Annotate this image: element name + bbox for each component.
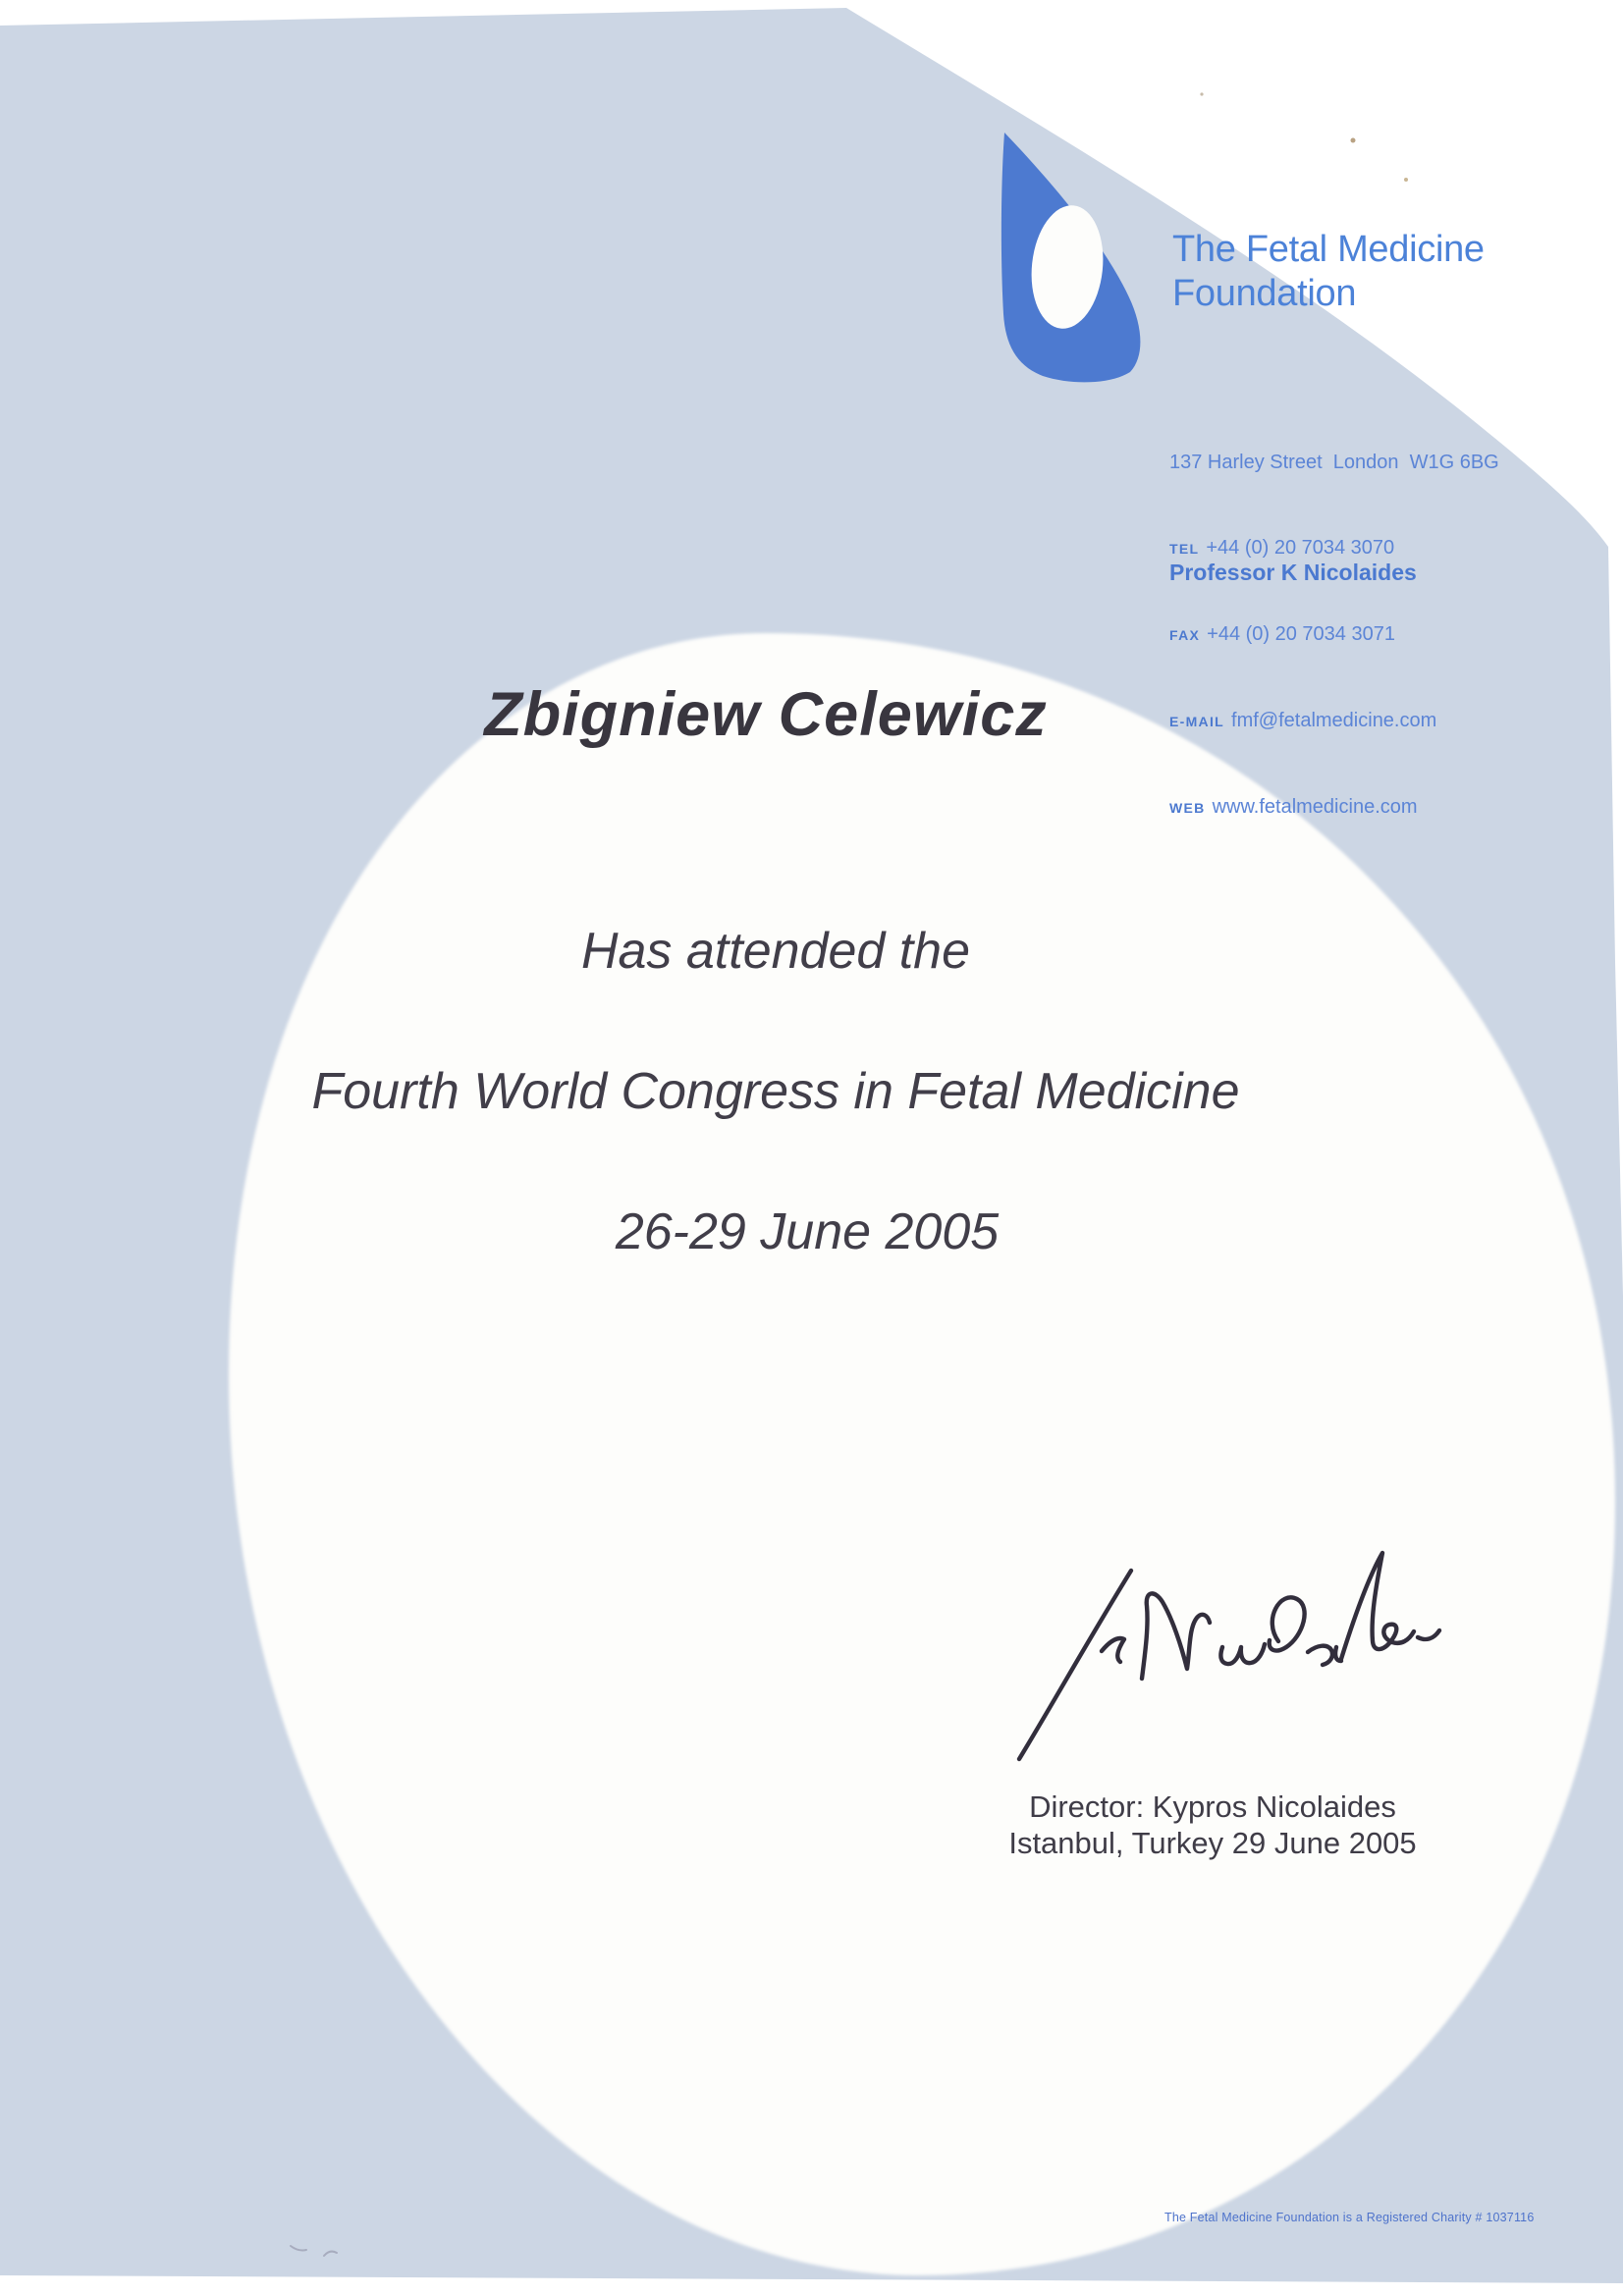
congress-line: Fourth World Congress in Fetal Medicine	[311, 1063, 1240, 1120]
contact-web	[1169, 793, 1499, 823]
web-value: www.fetalmedicine.com	[1212, 796, 1418, 818]
email-label: E-MAIL	[1169, 714, 1225, 729]
email-value: fmf@fetalmedicine.com	[1231, 710, 1437, 731]
event-date-line: 26-29 June 2005	[615, 1203, 1000, 1260]
attended-line: Has attended the	[580, 923, 971, 980]
brand-title-line2: Foundation	[1172, 273, 1357, 314]
professor-name: Professor K Nicolaides	[1169, 560, 1417, 585]
fax-label: FAX	[1169, 627, 1201, 643]
web-label: WEB	[1169, 800, 1206, 816]
scan-speck	[1404, 178, 1408, 182]
charity-registration-line: The Fetal Medicine Foundation is a Registered Charity # 1037116	[1164, 2211, 1535, 2224]
fax-value: +44 (0) 20 7034 3071	[1207, 623, 1395, 645]
scan-speck	[1351, 138, 1356, 143]
recipient-name: Zbigniew Celewicz	[484, 680, 1048, 749]
brand-title	[1172, 228, 1485, 316]
tel-label: TEL	[1169, 541, 1200, 557]
contact-block	[1169, 392, 1499, 880]
location-date-line: Istanbul, Turkey 29 June 2005	[1008, 1826, 1417, 1860]
tel-value: +44 (0) 20 7034 3070	[1206, 537, 1395, 559]
director-line: Director: Kypros Nicolaides	[1029, 1789, 1396, 1824]
brand-title-line1: The Fetal Medicine	[1172, 229, 1485, 270]
director-block	[997, 1789, 1429, 1861]
scan-speck	[1200, 92, 1203, 95]
contact-address: 137 Harley Street London W1G 6BG	[1169, 452, 1499, 473]
contact-fax	[1169, 620, 1499, 650]
